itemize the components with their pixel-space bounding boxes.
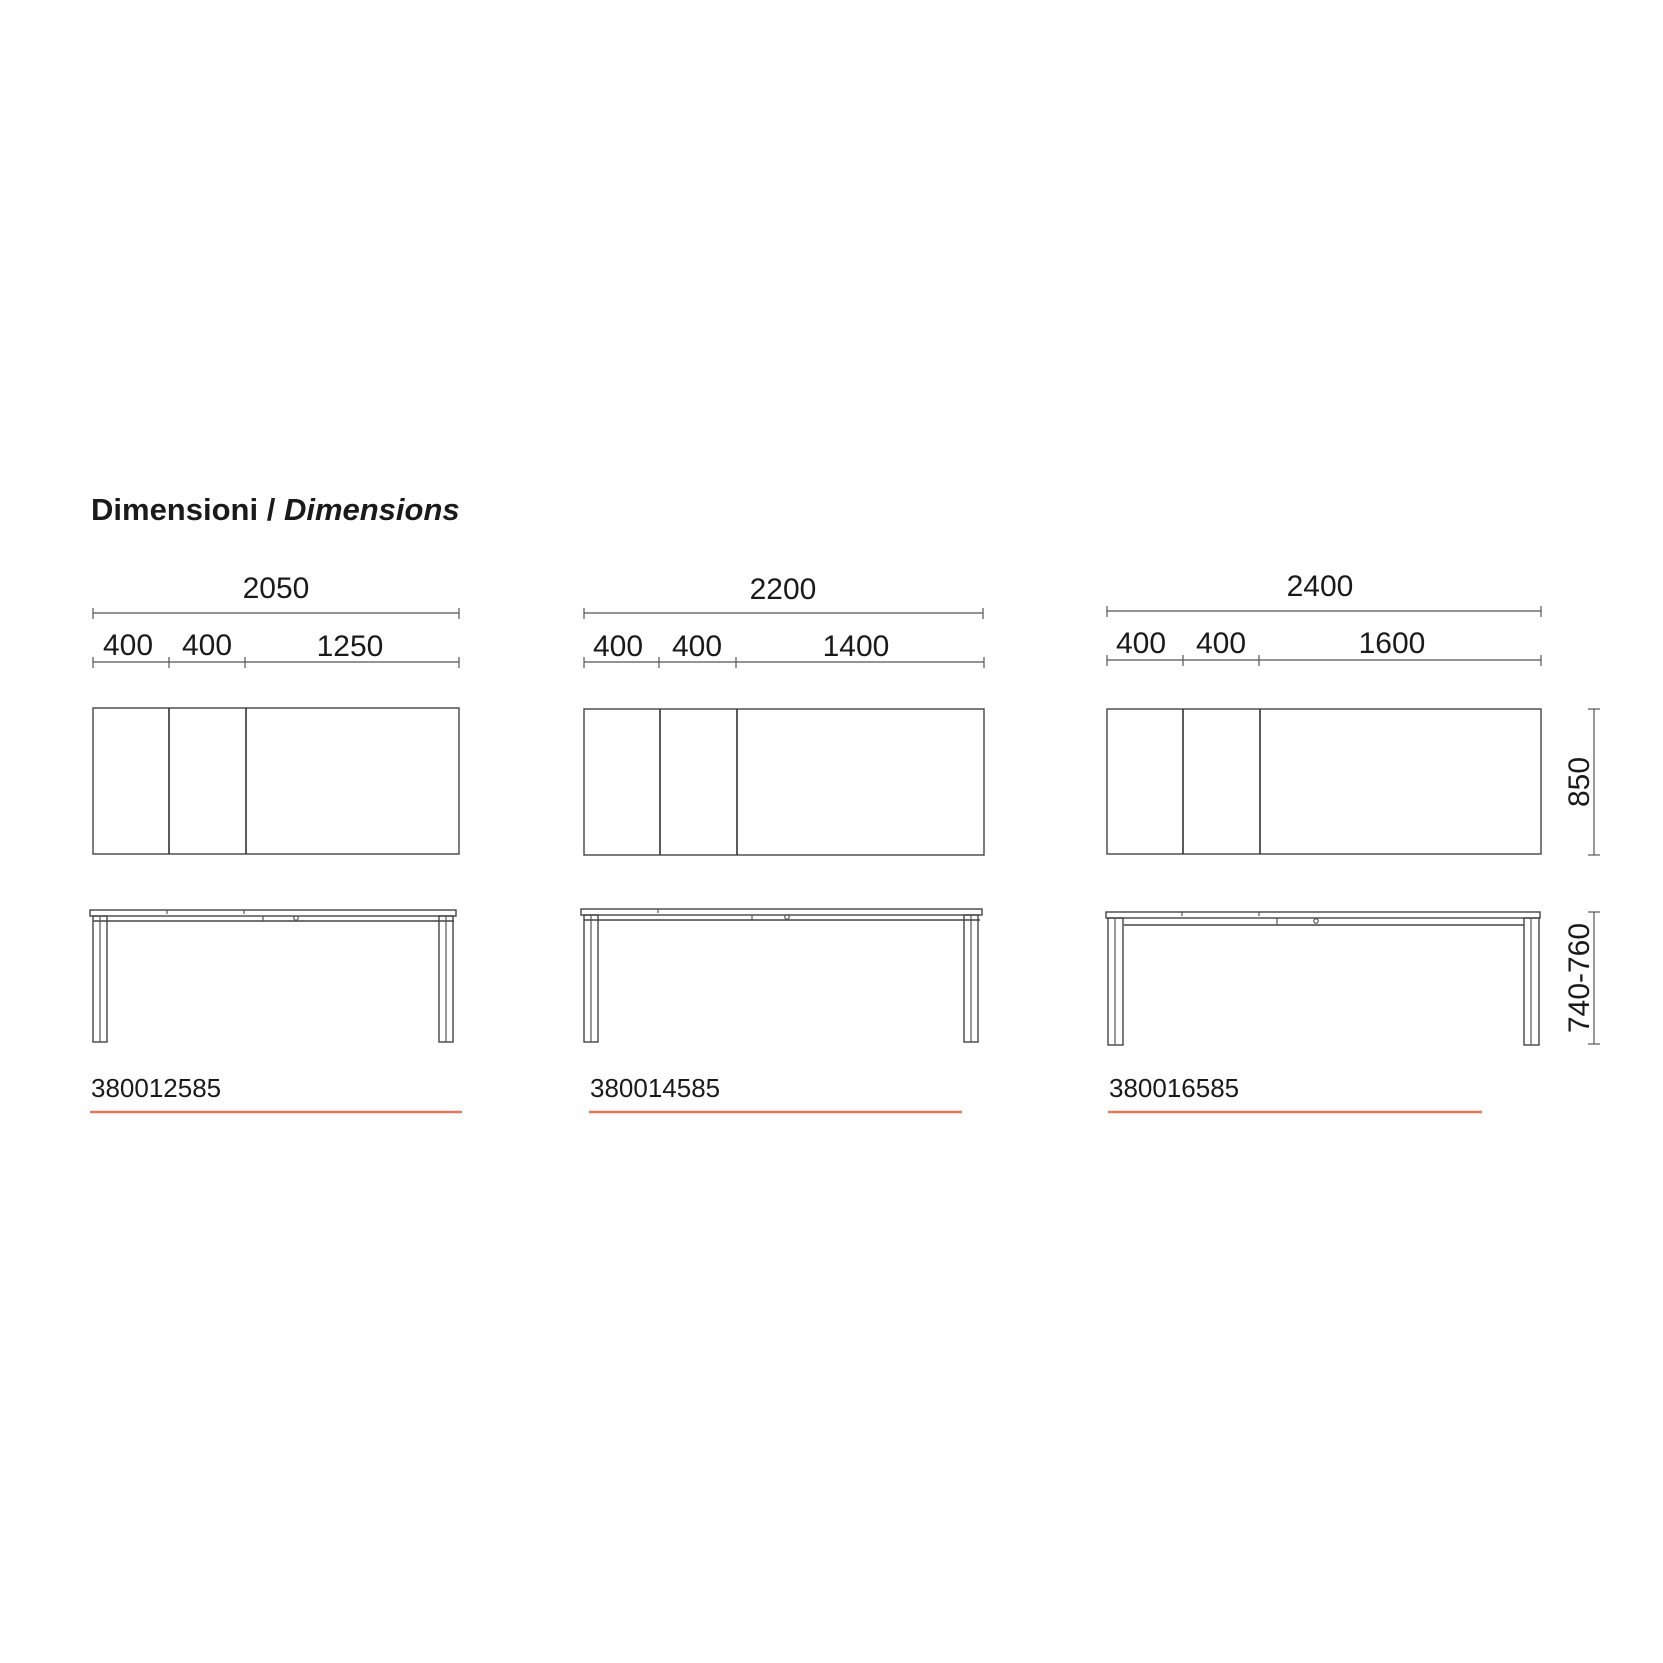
total-dimension-label: 2050	[242, 572, 310, 605]
height-label: 740-760	[1563, 922, 1596, 1034]
segment-label: 400	[181, 629, 233, 662]
segment-label: 400	[592, 630, 644, 663]
total-dimension-label: 2200	[749, 573, 817, 606]
table-top-view	[93, 708, 459, 854]
product-code: 380012585	[91, 1073, 222, 1103]
segment-label: 400	[1115, 627, 1167, 660]
table-side-view	[90, 910, 456, 1042]
depth-label: 850	[1563, 756, 1596, 808]
segment-label: 1400	[822, 630, 890, 663]
segment-label: 400	[1195, 627, 1247, 660]
table-side-view	[581, 909, 982, 1042]
product-code: 380014585	[590, 1073, 721, 1103]
table-side-view	[1106, 912, 1540, 1045]
title-italic: Dimensions	[283, 492, 460, 527]
table-variant-1	[90, 572, 462, 1112]
total-dimension-label: 2400	[1286, 570, 1354, 603]
title-main: Dimensioni /	[91, 492, 276, 527]
height-dimension	[1563, 912, 1600, 1044]
segment-label: 1600	[1358, 627, 1426, 660]
table-variant-3	[1106, 570, 1541, 1112]
segment-label: 400	[102, 629, 154, 662]
table-top-view	[584, 709, 984, 855]
table-variant-2	[581, 573, 984, 1112]
table-top-view	[1107, 709, 1541, 854]
segment-label: 400	[671, 630, 723, 663]
product-code: 380016585	[1109, 1073, 1240, 1103]
depth-dimension	[1563, 709, 1600, 855]
segment-label: 1250	[316, 630, 384, 663]
